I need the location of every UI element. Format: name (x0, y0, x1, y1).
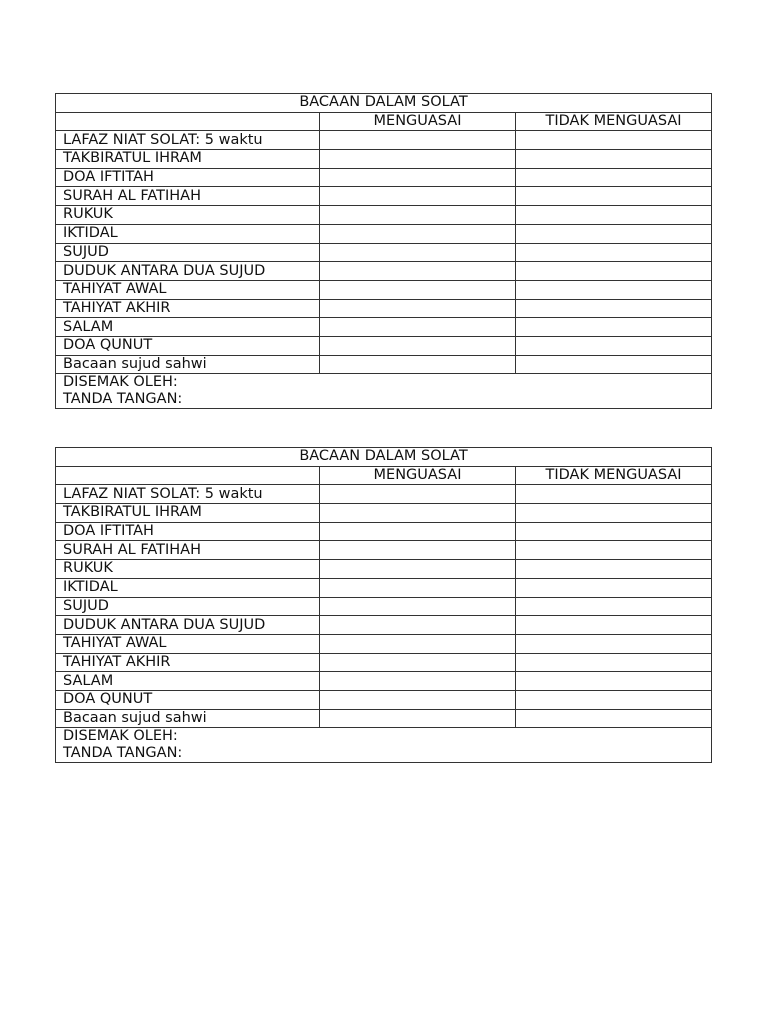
form-title: BACAAN DALAM SOLAT (56, 94, 712, 113)
not-mastered-cell[interactable] (516, 690, 712, 709)
item-label: SURAH AL FATIHAH (56, 541, 320, 560)
mastered-cell[interactable] (320, 262, 516, 281)
mastered-cell[interactable] (320, 299, 516, 318)
not-mastered-cell[interactable] (516, 616, 712, 635)
item-label: TAHIYAT AWAL (56, 634, 320, 653)
form-title: BACAAN DALAM SOLAT (56, 448, 712, 467)
mastered-cell[interactable] (320, 578, 516, 597)
not-mastered-cell[interactable] (516, 672, 712, 691)
mastered-cell[interactable] (320, 653, 516, 672)
mastered-cell[interactable] (320, 504, 516, 523)
item-label: TAKBIRATUL IHRAM (56, 150, 320, 169)
item-label: RUKUK (56, 206, 320, 225)
not-mastered-cell[interactable] (516, 262, 712, 281)
mastered-cell[interactable] (320, 690, 516, 709)
item-label: TAKBIRATUL IHRAM (56, 504, 320, 523)
item-label: DUDUK ANTARA DUA SUJUD (56, 262, 320, 281)
mastered-cell[interactable] (320, 280, 516, 299)
mastered-cell[interactable] (320, 187, 516, 206)
item-label: SUJUD (56, 597, 320, 616)
checklist-row (56, 485, 712, 504)
mastered-cell[interactable] (320, 168, 516, 187)
item-label: IKTIDAL (56, 578, 320, 597)
item-label: LAFAZ NIAT SOLAT: 5 waktu (56, 485, 320, 504)
column-header-row (56, 466, 712, 485)
mastered-cell[interactable] (320, 131, 516, 150)
mastered-cell[interactable] (320, 709, 516, 728)
item-label: DOA QUNUT (56, 690, 320, 709)
checklist-row (56, 709, 712, 728)
mastered-cell[interactable] (320, 541, 516, 560)
not-mastered-cell[interactable] (516, 634, 712, 653)
checklist-row (56, 522, 712, 541)
signature-label: TANDA TANGAN: (63, 391, 183, 408)
checklist-form-1 (55, 93, 712, 409)
item-label: Bacaan sujud sahwi (56, 355, 320, 374)
mastered-cell[interactable] (320, 672, 516, 691)
column-header-item (56, 466, 320, 485)
checklist-row (56, 653, 712, 672)
mastered-cell[interactable] (320, 560, 516, 579)
checklist-row (56, 318, 712, 337)
not-mastered-cell[interactable] (516, 485, 712, 504)
not-mastered-cell[interactable] (516, 318, 712, 337)
mastered-cell[interactable] (320, 634, 516, 653)
checklist-row (56, 578, 712, 597)
item-label: RUKUK (56, 560, 320, 579)
mastered-cell[interactable] (320, 522, 516, 541)
signature-label: TANDA TANGAN: (63, 745, 183, 762)
not-mastered-cell[interactable] (516, 299, 712, 318)
not-mastered-cell[interactable] (516, 355, 712, 374)
checklist-row (56, 206, 712, 225)
item-label: DOA QUNUT (56, 336, 320, 355)
not-mastered-cell[interactable] (516, 131, 712, 150)
mastered-cell[interactable] (320, 597, 516, 616)
column-header-mastered: MENGUASAI (320, 466, 516, 485)
item-label: SUJUD (56, 243, 320, 262)
item-label: SALAM (56, 318, 320, 337)
checklist-table (55, 93, 712, 409)
mastered-cell[interactable] (320, 243, 516, 262)
title-row (56, 94, 712, 113)
item-label: SURAH AL FATIHAH (56, 187, 320, 206)
checklist-row (56, 560, 712, 579)
not-mastered-cell[interactable] (516, 522, 712, 541)
not-mastered-cell[interactable] (516, 336, 712, 355)
column-header-not-mastered: TIDAK MENGUASAI (516, 112, 712, 131)
not-mastered-cell[interactable] (516, 541, 712, 560)
checklist-row (56, 280, 712, 299)
mastered-cell[interactable] (320, 355, 516, 374)
checklist-row (56, 299, 712, 318)
item-label: TAHIYAT AKHIR (56, 653, 320, 672)
column-header-not-mastered: TIDAK MENGUASAI (516, 466, 712, 485)
checklist-row (56, 504, 712, 523)
mastered-cell[interactable] (320, 206, 516, 225)
signature-cell[interactable] (56, 374, 712, 409)
checklist-row (56, 187, 712, 206)
mastered-cell[interactable] (320, 150, 516, 169)
item-label: TAHIYAT AWAL (56, 280, 320, 299)
checklist-row (56, 336, 712, 355)
not-mastered-cell[interactable] (516, 597, 712, 616)
not-mastered-cell[interactable] (516, 168, 712, 187)
signature-cell[interactable] (56, 728, 712, 763)
not-mastered-cell[interactable] (516, 709, 712, 728)
title-row (56, 448, 712, 467)
checklist-row (56, 168, 712, 187)
item-label: IKTIDAL (56, 224, 320, 243)
column-header-row (56, 112, 712, 131)
item-label: LAFAZ NIAT SOLAT: 5 waktu (56, 131, 320, 150)
not-mastered-cell[interactable] (516, 150, 712, 169)
checklist-row (56, 262, 712, 281)
checklist-table (55, 447, 712, 763)
checklist-row (56, 131, 712, 150)
checklist-row (56, 672, 712, 691)
not-mastered-cell[interactable] (516, 653, 712, 672)
not-mastered-cell[interactable] (516, 578, 712, 597)
checklist-row (56, 224, 712, 243)
item-label: TAHIYAT AKHIR (56, 299, 320, 318)
not-mastered-cell[interactable] (516, 280, 712, 299)
item-label: DUDUK ANTARA DUA SUJUD (56, 616, 320, 635)
item-label: Bacaan sujud sahwi (56, 709, 320, 728)
mastered-cell[interactable] (320, 616, 516, 635)
mastered-cell[interactable] (320, 485, 516, 504)
item-label: DOA IFTITAH (56, 168, 320, 187)
not-mastered-cell[interactable] (516, 560, 712, 579)
item-label: SALAM (56, 672, 320, 691)
not-mastered-cell[interactable] (516, 243, 712, 262)
checked-by-label: DISEMAK OLEH: (63, 728, 178, 745)
signature-row (56, 374, 712, 409)
checklist-row (56, 690, 712, 709)
checklist-row (56, 355, 712, 374)
checklist-row (56, 634, 712, 653)
signature-row (56, 728, 712, 763)
checklist-row (56, 616, 712, 635)
checklist-row (56, 597, 712, 616)
not-mastered-cell[interactable] (516, 224, 712, 243)
column-header-item (56, 112, 320, 131)
checked-by-label: DISEMAK OLEH: (63, 374, 178, 391)
mastered-cell[interactable] (320, 318, 516, 337)
checklist-row (56, 243, 712, 262)
not-mastered-cell[interactable] (516, 206, 712, 225)
checklist-row (56, 150, 712, 169)
checklist-row (56, 541, 712, 560)
column-header-mastered: MENGUASAI (320, 112, 516, 131)
checklist-form-2 (55, 447, 712, 763)
not-mastered-cell[interactable] (516, 504, 712, 523)
mastered-cell[interactable] (320, 336, 516, 355)
item-label: DOA IFTITAH (56, 522, 320, 541)
not-mastered-cell[interactable] (516, 187, 712, 206)
mastered-cell[interactable] (320, 224, 516, 243)
